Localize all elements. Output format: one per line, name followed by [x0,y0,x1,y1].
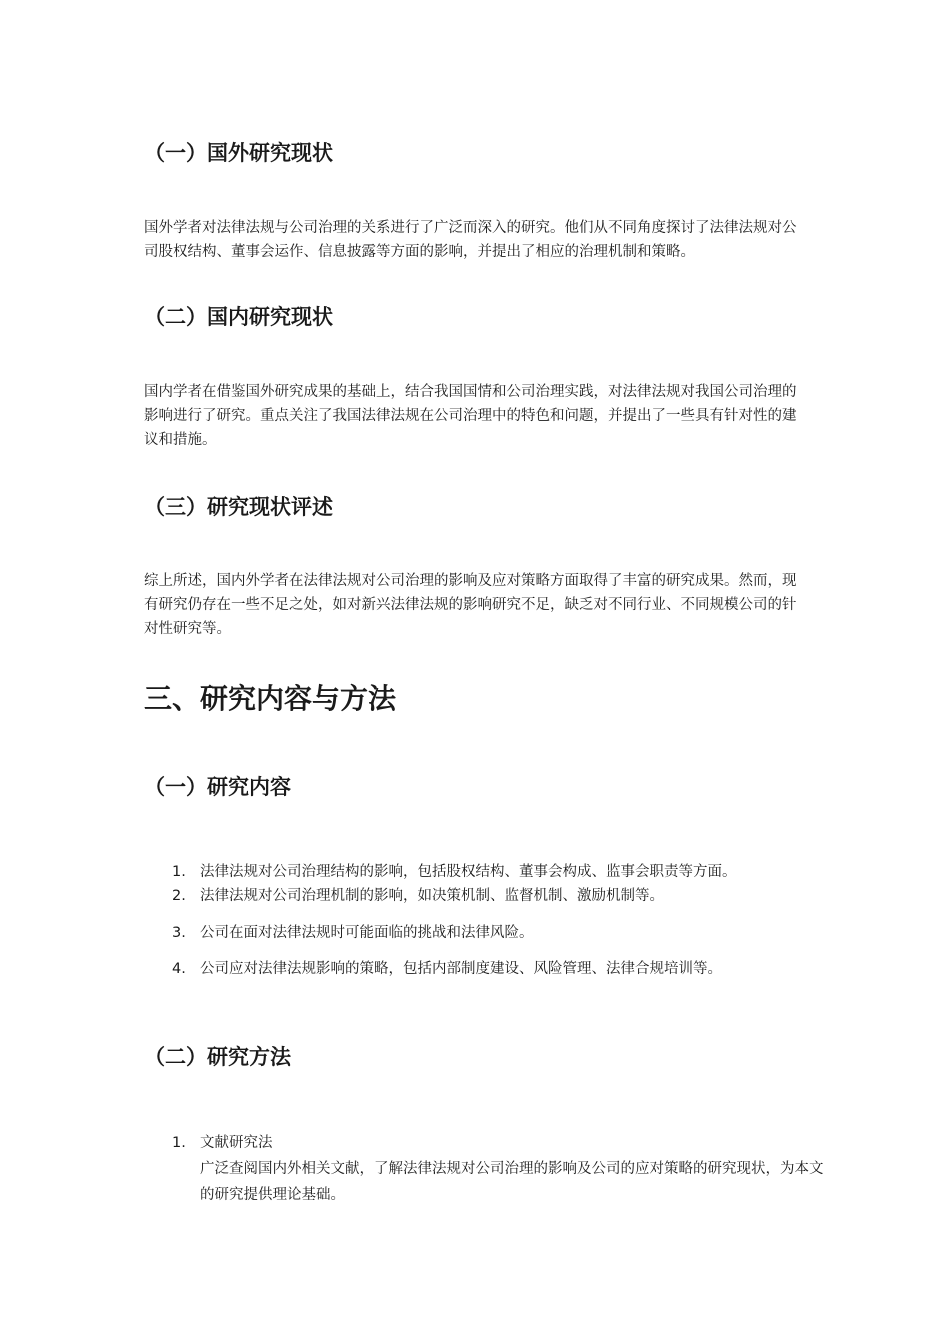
paragraph-domestic-research: 国内学者在借鉴国外研究成果的基础上，结合我国国情和公司治理实践，对法律法规对我国公司治理的影响进行了研究。重点关注了我国法律法规在公司治理中的特色和问题，并提出了一些具有针对性的建议和措施。 [144,384,797,448]
list-item-number: 4. [172,961,186,977]
list-item-number: 1. [172,1135,186,1151]
list-item [172,884,664,908]
section-heading-foreign-research: （一）国外研究现状 [144,141,333,165]
chapter-title: 三、研究内容与方法 [144,682,397,715]
paragraph-foreign-research: 国外学者对法律法规与公司治理的关系进行了广泛而深入的研究。他们从不同角度探讨了法律法规对公司股权结构、董事会运作、信息披露等方面的影响，并提出了相应的治理机制和策略。 [144,220,797,260]
list-item-text: 法律法规对公司治理机制的影响，如决策机制、监督机制、激励机制等。 [200,888,664,904]
list-item-number: 2. [172,888,186,904]
section-heading-domestic-research: （二）国内研究现状 [144,305,333,329]
section-heading-research-methods: （二）研究方法 [144,1045,291,1069]
list-item-text: 公司应对法律法规影响的策略，包括内部制度建设、风险管理、法律合规培训等。 [200,961,722,977]
section-heading-research-content: （一）研究内容 [144,775,291,799]
list-item [172,1130,832,1208]
list-item-number: 3. [172,925,186,941]
list-item [172,957,722,981]
list-item [172,860,737,884]
list-item-number: 1. [172,864,186,880]
list-item-text: 法律法规对公司治理结构的影响，包括股权结构、董事会构成、监事会职责等方面。 [200,864,737,880]
paragraph-research-review: 综上所述，国内外学者在法律法规对公司治理的影响及应对策略方面取得了丰富的研究成果。然而，现有研究仍存在一些不足之处，如对新兴法律法规的影响研究不足，缺乏对不同行业、不同规模公司的针对性研究等。 [144,573,797,637]
method-description: 广泛查阅国内外相关文献，了解法律法规对公司治理的影响及公司的应对策略的研究现状，为本文的研究提供理论基础。 [200,1161,824,1203]
section-heading-research-review: （三）研究现状评述 [144,495,333,519]
method-title: 文献研究法 [200,1135,273,1151]
list-item [172,921,534,945]
list-item-text: 公司在面对法律法规时可能面临的挑战和法律风险。 [200,925,534,941]
